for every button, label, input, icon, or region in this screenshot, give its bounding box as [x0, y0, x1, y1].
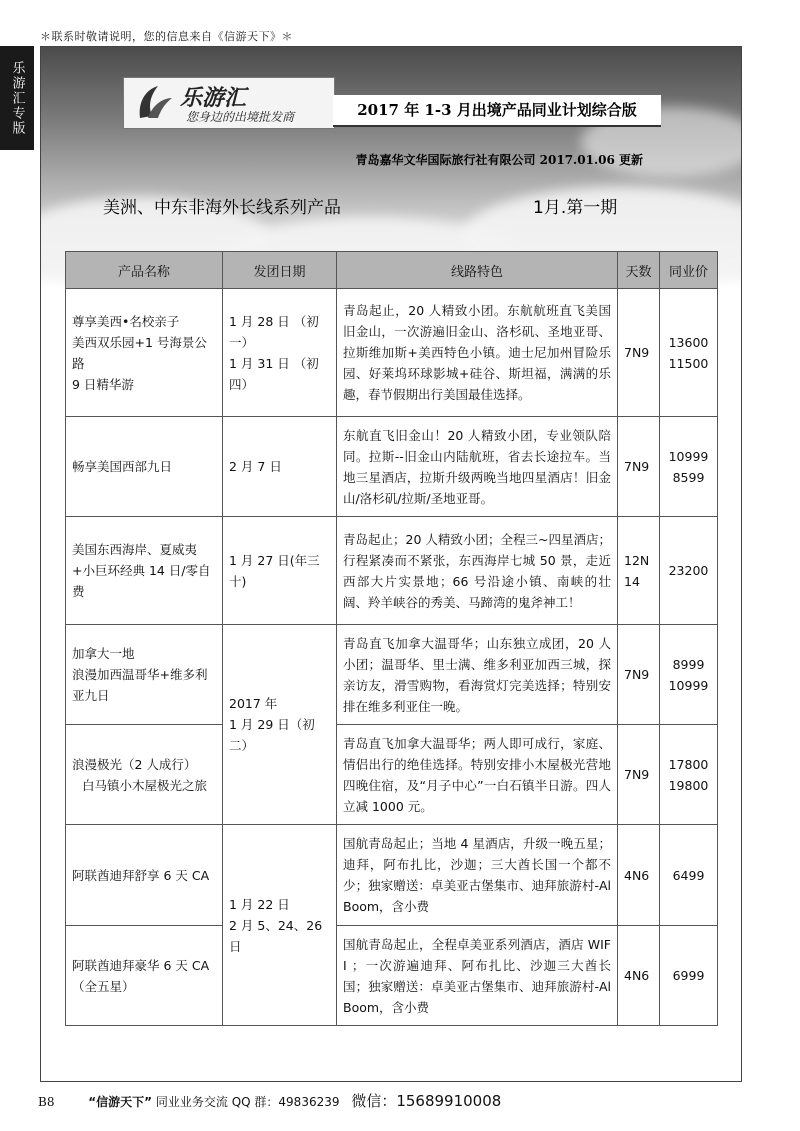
trip-days: 7N9	[618, 289, 660, 417]
header-price: 同业价	[660, 252, 718, 289]
trip-days: 7N9	[618, 417, 660, 517]
route-feature: 青岛直飞加拿大温哥华；两人即可成行，家庭、情侣出行的绝佳选择。特别安排小木屋极光营地四晚住宿，及“月子中心”一白石镇半日游。四人立减 1000 元。	[337, 725, 618, 825]
table-row	[66, 725, 718, 825]
product-name: 阿联酋迪拜豪华 6 天 CA （全五星）	[66, 926, 223, 1026]
trade-price: 10999 8599	[660, 417, 718, 517]
header-name: 产品名称	[66, 252, 223, 289]
departure-date: 1 月 27 日(年三十)	[223, 517, 337, 625]
page-number: B8	[38, 1095, 55, 1109]
product-name: 畅享美国西部九日	[66, 417, 223, 517]
series-title: 美洲、中东非海外长线系列产品	[103, 198, 341, 218]
trip-days: 4N6	[618, 825, 660, 926]
logo	[123, 77, 335, 129]
trip-days: 7N9	[618, 725, 660, 825]
route-feature: 国航青岛起止，全程卓美亚系列酒店，酒店 WIFI ；一次游遍迪拜、阿布扎比、沙迦三大酋长国；独家赠送：卓美亚古堡集市、迪拜旅游村-Al Boom，含小费	[337, 926, 618, 1026]
footer	[38, 1090, 501, 1111]
footer-slogan: “信游天下”	[88, 1095, 153, 1109]
header-date: 发团日期	[223, 252, 337, 289]
header-feature: 线路特色	[337, 252, 618, 289]
footer-qq: 同业业务交流 QQ 群：49836239	[155, 1095, 340, 1109]
departure-date: 2 月 7 日	[223, 417, 337, 517]
table-row	[66, 517, 718, 625]
trade-price: 17800 19800	[660, 725, 718, 825]
trade-price: 23200	[660, 517, 718, 625]
main-title: 2017 年 1-3 月出境产品同业计划综合版	[333, 95, 661, 127]
trade-price: 6499	[660, 825, 718, 926]
top-note: ＊联系时敬请说明，您的信息来自《信游天下》＊	[40, 30, 293, 43]
trade-price: 13600 11500	[660, 289, 718, 417]
route-feature: 东航直飞旧金山！20 人精致小团，专业领队陪同。拉斯--旧金山内陆航班，省去长途拉车。当地三星酒店，拉斯升级两晚当地四星酒店！旧金山/洛杉矶/拉斯/圣地亚哥。	[337, 417, 618, 517]
logo-name: 乐游汇	[180, 86, 247, 111]
table-row	[66, 625, 718, 725]
logo-slogan: 您身边的出境批发商	[186, 110, 295, 124]
departure-date: 1 月 28 日 （初一） 1 月 31 日 （初四）	[223, 289, 337, 417]
table-row	[66, 926, 718, 1026]
header-days: 天数	[618, 252, 660, 289]
products-table	[65, 251, 718, 1026]
agency-line: 青岛嘉华文华国际旅行社有限公司 2017.01.06 更新	[355, 153, 643, 167]
route-feature: 青岛直飞加拿大温哥华；山东独立成团，20 人小团；温哥华、里士满、维多利亚加西三城，探亲访友，滑雪购物，看海赏灯完美选择；特别安排在维多利亚住一晚。	[337, 625, 618, 725]
issue-label: 1月.第一期	[533, 198, 618, 218]
product-name: 尊享美西•名校亲子 美西双乐园+1 号海景公路 9 日精华游	[66, 289, 223, 417]
footer-wechat: 微信：15689910008	[351, 1092, 502, 1110]
product-name: 阿联酋迪拜舒享 6 天 CA	[66, 825, 223, 926]
table-row	[66, 289, 718, 417]
trip-days: 7N9	[618, 625, 660, 725]
departure-date: 1 月 22 日 2 月 5、24、26 日	[223, 825, 337, 1026]
leaf-logo-icon	[134, 84, 174, 122]
trade-price: 6999	[660, 926, 718, 1026]
side-tab: 乐游汇专版	[0, 46, 34, 150]
departure-date: 2017 年 1 月 29 日（初二）	[223, 625, 337, 825]
trip-days: 12N14	[618, 517, 660, 625]
table-header-row	[66, 252, 718, 289]
table-row	[66, 825, 718, 926]
route-feature: 国航青岛起止；当地 4 星酒店，升级一晚五星；迪拜，阿布扎比，沙迦；三大酋长国一个都不少；独家赠送：卓美亚古堡集市、迪拜旅游村-Al Boom，含小费	[337, 825, 618, 926]
page-frame	[40, 46, 742, 1082]
trip-days: 4N6	[618, 926, 660, 1026]
route-feature: 青岛起止；20 人精致小团；全程三~四星酒店；行程紧凑而不紧张，东西海岸七城 50 景，走近西部大片实景地；66 号沿途小镇、南峡的壮阔、羚羊峡谷的秀美、马蹄湾的鬼斧神工！	[337, 517, 618, 625]
product-name: 加拿大一地 浪漫加西温哥华+维多利亚九日	[66, 625, 223, 725]
product-name: 浪漫极光（2 人成行） 白马镇小木屋极光之旅	[66, 725, 223, 825]
product-name: 美国东西海岸、夏威夷+小巨环经典 14 日/零自费	[66, 517, 223, 625]
trade-price: 8999 10999	[660, 625, 718, 725]
route-feature: 青岛起止，20 人精致小团。东航航班直飞美国旧金山，一次游遍旧金山、洛杉矶、圣地亚哥、拉斯维加斯+美西特色小镇。迪士尼加州冒险乐园、好莱坞环球影城+硅谷、斯坦福，满满的乐趣，春节假期出行美国最佳选择。	[337, 289, 618, 417]
table-row	[66, 417, 718, 517]
